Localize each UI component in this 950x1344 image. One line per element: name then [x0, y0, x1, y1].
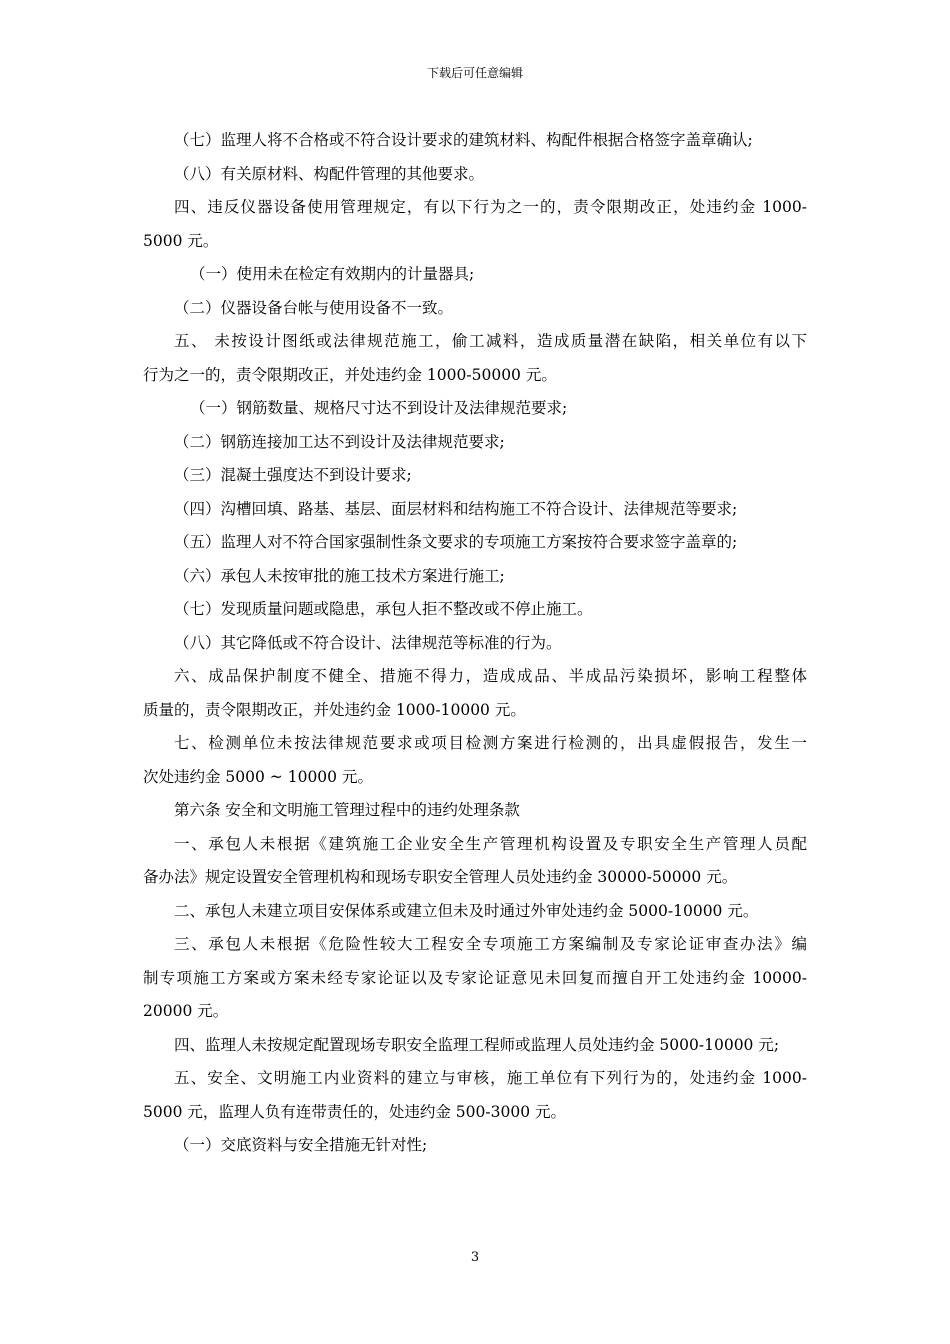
page-header: 下载后可任意编辑: [426, 66, 523, 80]
text-line: 一、承包人未根据《建筑施工企业安全生产管理机构设置及专职安全生产管理人员配: [174, 834, 807, 853]
text-line: （一）钢筋数量、规格尺寸达不到设计及法律规范要求;: [190, 399, 568, 417]
text-line: 行为之一的，责令限期改正，并处违约金 1000-50000 元。: [143, 365, 557, 384]
text-line: 质量的，责令限期改正，并处违约金 1000-10000 元。: [143, 700, 526, 719]
page-number: 3: [470, 1250, 480, 1265]
text-line: （七）发现质量问题或隐患，承包人拒不整改或不停止施工。: [174, 600, 593, 618]
text-line: 5000 元。: [143, 231, 219, 250]
text-line: 次处违约金 5000 ~ 10000 元。: [143, 767, 373, 786]
document-body: [143, 124, 807, 1163]
text-line: （八）其它降低或不符合设计、法律规范等标准的行为。: [174, 633, 562, 652]
text-line: 六、成品保护制度不健全、措施不得力，造成成品、半成品污染损坏，影响工程整体: [174, 667, 807, 685]
text-line: （七）监理人将不合格或不符合设计要求的建筑材料、构配件根据合格签字盖章确认;: [174, 131, 753, 149]
section-heading: 第六条 安全和文明施工管理过程中的违约处理条款: [174, 801, 520, 819]
text-line: （三）混凝土强度达不到设计要求;: [174, 466, 412, 484]
text-line: （一）使用未在检定有效期内的计量器具;: [190, 265, 475, 283]
text-line: 五、 未按设计图纸或法律规范施工，偷工减料，造成质量潜在缺陷，相关单位有以下: [174, 332, 807, 350]
text-line: （一）交底资料与安全措施无针对性;: [174, 1136, 428, 1154]
text-line: 制专项施工方案或方案未经专家论证以及专家论证意见未回复而擅自开工处违约金 10000-: [143, 968, 807, 987]
text-line: 三、承包人未根据《危险性较大工程安全专项施工方案编制及专家论证审查办法》编: [174, 935, 807, 953]
text-line: （二）钢筋连接加工达不到设计及法律规范要求;: [174, 432, 505, 451]
text-line: 四、违反仪器设备使用管理规定，有以下行为之一的，责令限期改正，处违约金 1000-: [174, 198, 807, 216]
text-line: （二）仪器设备台帐与使用设备不一致。: [174, 298, 454, 317]
text-line: （六）承包人未按审批的施工技术方案进行施工;: [174, 566, 505, 585]
text-line: 五、安全、文明施工内业资料的建立与审核，施工单位有下列行为的，处违约金 1000-: [174, 1069, 807, 1087]
text-line: 七、检测单位未按法律规范要求或项目检测方案进行检测的，出具虚假报告，发生一: [174, 734, 807, 752]
text-line: （五）监理人对不符合国家强制性条文要求的专项施工方案按符合要求签字盖章的;: [174, 533, 738, 551]
text-line: （四）沟槽回填、路基、基层、面层材料和结构施工不符合设计、法律规范等要求;: [174, 499, 738, 518]
text-line: 四、监理人未按规定配置现场专职安全监理工程师或监理人员处违约金 5000-10000 元;: [174, 1035, 780, 1054]
text-line: 二、承包人未建立项目安保体系或建立但未及时通过外审处违约金 5000-10000 元。: [174, 901, 759, 920]
text-line: 20000 元。: [143, 1002, 229, 1020]
text-line: 备办法》规定设置安全管理机构和现场专职安全管理人员处违约金 30000-50000 元。: [143, 868, 738, 886]
text-line: （八）有关原材料、构配件管理的其他要求。: [174, 164, 485, 183]
text-line: 5000 元，监理人负有连带责任的，处违约金 500-3000 元。: [143, 1102, 566, 1121]
